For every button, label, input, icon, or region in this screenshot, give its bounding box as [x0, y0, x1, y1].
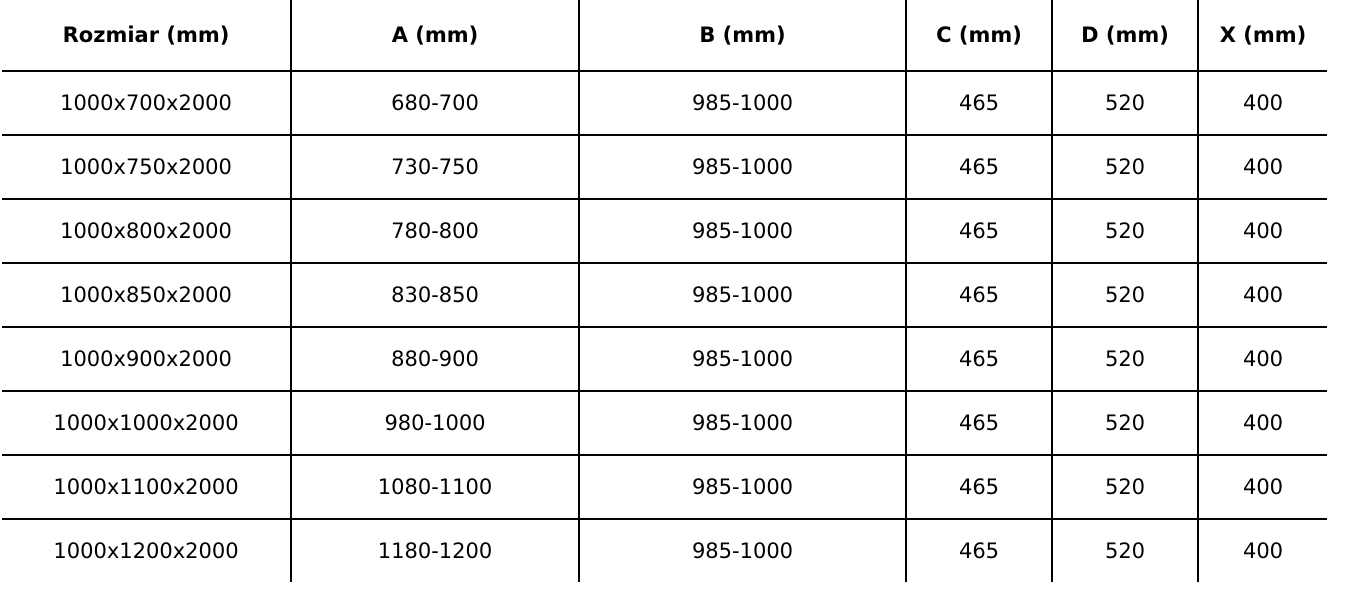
cell-b: 985-1000 [579, 327, 906, 391]
cell-b: 985-1000 [579, 391, 906, 455]
cell-a: 1180-1200 [291, 519, 579, 582]
cell-b: 985-1000 [579, 519, 906, 582]
cell-d: 520 [1052, 71, 1198, 135]
table-header-row [2, 0, 1327, 71]
cell-c: 465 [906, 135, 1052, 199]
column-header-d: D (mm) [1052, 0, 1198, 71]
cell-x: 400 [1198, 455, 1327, 519]
cell-a: 980-1000 [291, 391, 579, 455]
cell-rozmiar: 1000x1100x2000 [2, 455, 291, 519]
cell-b: 985-1000 [579, 455, 906, 519]
cell-x: 400 [1198, 71, 1327, 135]
cell-a: 830-850 [291, 263, 579, 327]
cell-x: 400 [1198, 199, 1327, 263]
cell-c: 465 [906, 519, 1052, 582]
cell-x: 400 [1198, 327, 1327, 391]
cell-x: 400 [1198, 519, 1327, 582]
table-row [2, 391, 1327, 455]
cell-d: 520 [1052, 135, 1198, 199]
column-header-c: C (mm) [906, 0, 1052, 71]
table-header [2, 0, 1327, 71]
cell-b: 985-1000 [579, 263, 906, 327]
cell-a: 780-800 [291, 199, 579, 263]
cell-d: 520 [1052, 199, 1198, 263]
cell-d: 520 [1052, 263, 1198, 327]
cell-x: 400 [1198, 263, 1327, 327]
cell-d: 520 [1052, 519, 1198, 582]
cell-a: 680-700 [291, 71, 579, 135]
cell-a: 730-750 [291, 135, 579, 199]
table-row [2, 455, 1327, 519]
cell-a: 880-900 [291, 327, 579, 391]
cell-d: 520 [1052, 327, 1198, 391]
column-header-a: A (mm) [291, 0, 579, 71]
cell-rozmiar: 1000x1000x2000 [2, 391, 291, 455]
cell-c: 465 [906, 391, 1052, 455]
cell-c: 465 [906, 263, 1052, 327]
cell-x: 400 [1198, 391, 1327, 455]
cell-c: 465 [906, 327, 1052, 391]
column-header-rozmiar: Rozmiar (mm) [2, 0, 291, 71]
cell-c: 465 [906, 199, 1052, 263]
table-row [2, 263, 1327, 327]
cell-b: 985-1000 [579, 71, 906, 135]
table-row [2, 327, 1327, 391]
cell-rozmiar: 1000x700x2000 [2, 71, 291, 135]
table-row [2, 135, 1327, 199]
table-body [2, 71, 1327, 582]
cell-c: 465 [906, 71, 1052, 135]
cell-rozmiar: 1000x850x2000 [2, 263, 291, 327]
column-header-x: X (mm) [1198, 0, 1327, 71]
dimensions-table [2, 0, 1327, 582]
cell-x: 400 [1198, 135, 1327, 199]
cell-rozmiar: 1000x750x2000 [2, 135, 291, 199]
cell-rozmiar: 1000x900x2000 [2, 327, 291, 391]
column-header-b: B (mm) [579, 0, 906, 71]
cell-a: 1080-1100 [291, 455, 579, 519]
cell-c: 465 [906, 455, 1052, 519]
table-row [2, 199, 1327, 263]
table-row [2, 71, 1327, 135]
cell-b: 985-1000 [579, 199, 906, 263]
cell-d: 520 [1052, 455, 1198, 519]
cell-rozmiar: 1000x1200x2000 [2, 519, 291, 582]
cell-d: 520 [1052, 391, 1198, 455]
cell-b: 985-1000 [579, 135, 906, 199]
table-row [2, 519, 1327, 582]
cell-rozmiar: 1000x800x2000 [2, 199, 291, 263]
